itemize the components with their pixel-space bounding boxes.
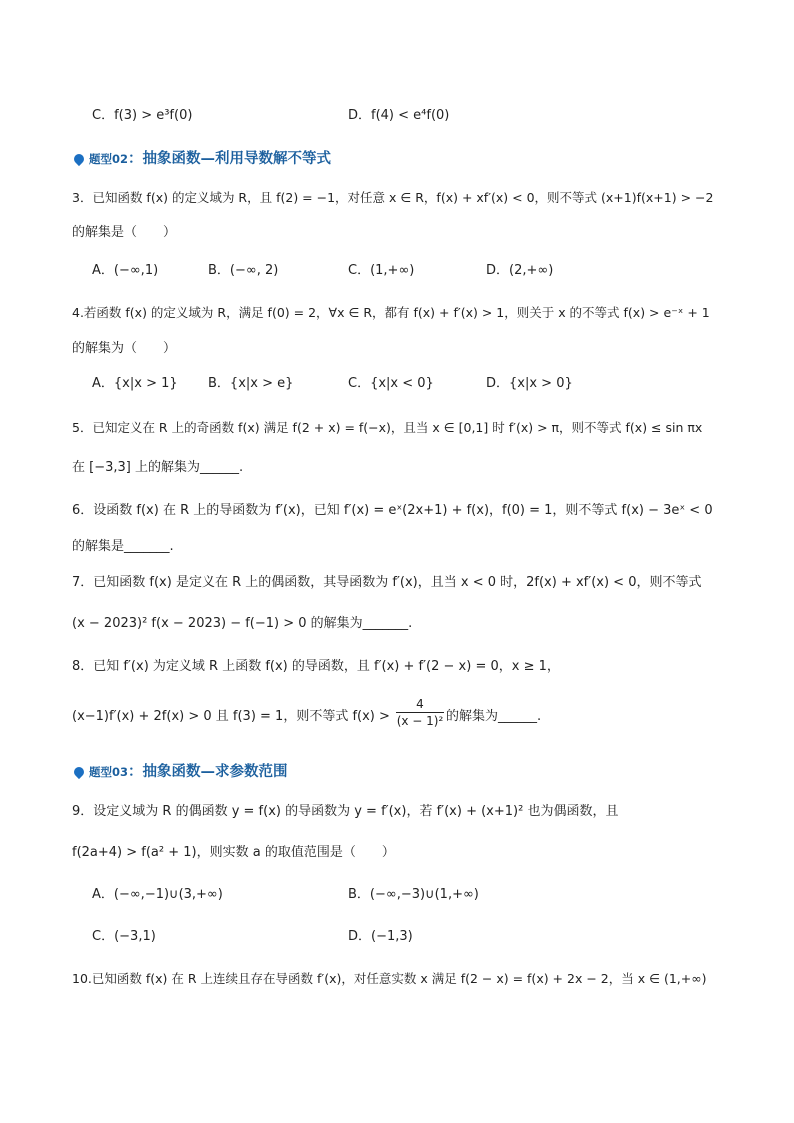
q3-option-d: D．(2,+∞) [486,263,554,278]
fraction-bar [396,712,444,713]
question-3-text-cont: 的解集是（ ） [72,225,177,240]
section-heading-02 [74,149,331,169]
question-5-text-cont: 在 [−3,3] 上的解集为______. [72,460,244,475]
q4-option-a: A．{x|x > 1} [92,376,178,391]
q9-option-b: B．(−∞,−3)∪(1,+∞) [348,887,479,902]
fraction-numerator: 4 [416,697,424,711]
question-3-text: 3．已知函数 f(x) 的定义域为 R，且 f(2) = −1，对任意 x ∈ R，f(x) + xf′(x) < 0，则不等式 (x+1)f(x+1) > −2 [72,190,714,205]
section-tag: 题型02 [89,152,129,166]
question-7-text: 7．已知函数 f(x) 是定义在 R 上的偶函数，其导函数为 f′(x)，且当 x < 0 时，2f(x) + xf′(x) < 0，则不等式 [72,575,702,590]
q4-option-c: C．{x|x < 0} [348,376,434,391]
question-9-text-cont: f(2a+4) > f(a² + 1)，则实数 a 的取值范围是（ ） [72,845,395,860]
question-8-text-cont: (x−1)f′(x) + 2f(x) > 0 且 f(3) = 1，则不等式 f(x) > [72,709,390,724]
q9-option-c: C．(−3,1) [92,929,156,944]
q9-option-d: D．(−1,3) [348,929,413,944]
section-title: ：抽象函数—利用导数解不等式 [128,151,332,167]
q3-option-b: B．(−∞, 2) [208,263,279,278]
section-tag: 题型03 [89,765,129,779]
question-8-text-end: 的解集为______. [446,709,542,724]
q3-option-a: A．(−∞,1) [92,263,159,278]
question-7-text-cont: (x − 2023)² f(x − 2023) − f(−1) > 0 的解集为_______. [72,616,413,631]
question-10-text: 10.已知函数 f(x) 在 R 上连续且存在导函数 f′(x)，对任意实数 x 满足 f(2 − x) = f(x) + 2x − 2，当 x ∈ (1,+∞) [72,971,707,986]
q4-option-d: D．{x|x > 0} [486,376,573,391]
option-d: D．f(4) < e⁴f(0) [348,108,450,123]
map-pin-icon [72,152,86,166]
map-pin-icon [72,765,86,779]
question-4-text: 4.若函数 f(x) 的定义域为 R，满足 f(0) = 2，∀x ∈ R，都有 f(x) + f′(x) > 1，则关于 x 的不等式 f(x) > e⁻ˣ + 1 [72,305,710,320]
option-c: C．f(3) > e³f(0) [92,108,193,123]
question-6-text: 6．设函数 f(x) 在 R 上的导函数为 f′(x)，已知 f′(x) = eˣ(2x+1) + f(x)，f(0) = 1，则不等式 f(x) − 3eˣ < 0 [72,503,713,518]
section-title: ：抽象函数—求参数范围 [128,764,288,780]
question-6-text-cont: 的解集是_______. [72,539,174,554]
q9-option-a: A．(−∞,−1)∪(3,+∞) [92,887,223,902]
question-4-text-cont: 的解集为（ ） [72,341,177,356]
q4-option-b: B．{x|x > e} [208,376,294,391]
q3-option-c: C．(1,+∞) [348,263,415,278]
question-8-text: 8．已知 f′(x) 为定义域 R 上函数 f(x) 的导函数，且 f′(x) + f′(2 − x) = 0，x ≥ 1， [72,659,560,674]
fraction-denominator: (x − 1)² [396,714,444,728]
q8-fraction [396,697,444,728]
section-heading-03 [74,762,288,782]
question-5-text: 5．已知定义在 R 上的奇函数 f(x) 满足 f(2 + x) = f(−x)，且当 x ∈ [0,1] 时 f′(x) > π，则不等式 f(x) ≤ sin πx [72,420,703,435]
question-9-text: 9．设定义域为 R 的偶函数 y = f(x) 的导函数为 y = f′(x)，若 f′(x) + (x+1)² 也为偶函数，且 [72,804,619,819]
